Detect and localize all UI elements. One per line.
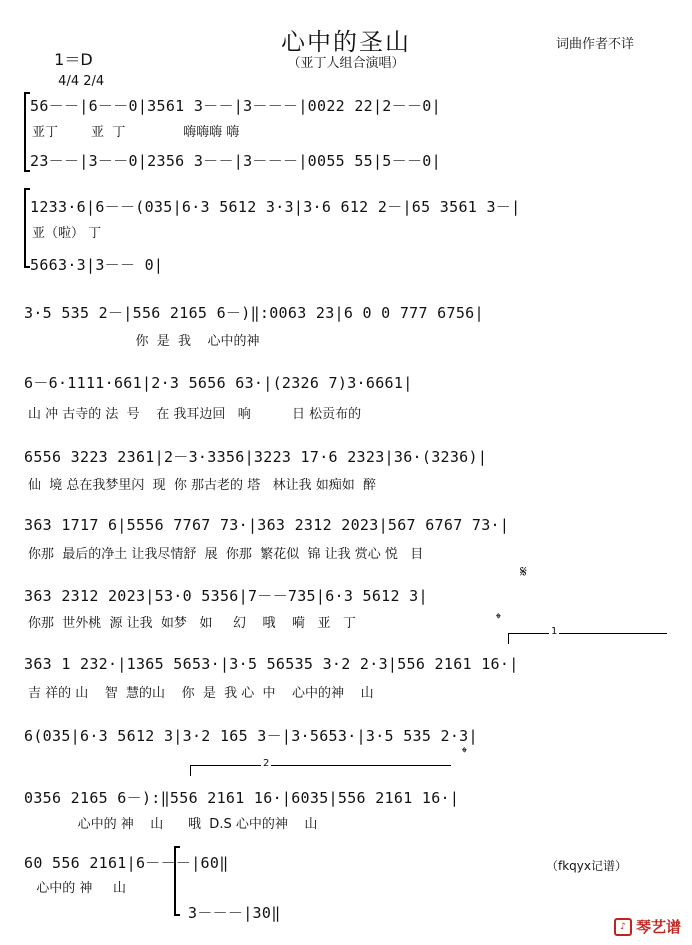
notation-line: 60 556 2161|6－－－|60‖ [24,854,229,872]
lyric-line: 你 是 我 心中的神 [28,334,260,349]
notation-line: 5663·3|3－－ 0| [30,256,164,274]
notation-line: 0356 2165 6－):‖556 2161 16·|6035|556 2161 16·| [24,789,460,807]
notation-line: 6556 3223 2361|2－3·3356|3223 17·6 2323|36·(3236)| [24,448,488,466]
segno-mark: 𝄋 [520,562,527,581]
lyric-line: 亚（啦） 丁 [32,226,102,241]
lyric-line: 你那 最后的净土 让我尽情舒 展 你那 繁花似 锦 让我 赏心 悦 目 [28,547,424,562]
brand-name: 琴艺谱 [636,918,682,936]
notation-line: 6(035|6·3 5612 3|3·2 165 3－|3·5653·|3·5 535 2·3| [24,727,478,745]
performer-subtitle: （亚丁人组合演唱） [287,56,405,71]
coda-mark: 𝄌 [496,611,501,627]
notation-line: 363 1 232·|1365 5653·|3·5 56535 3·2 2·3|556 2161 16·| [24,655,519,673]
lyric-line: 吉 祥的 山 智 慧的山 你 是 我 心 中 心中的神 山 [28,686,374,701]
credits-text: 词曲作者不详 [556,37,635,52]
lyric-line: 山 冲 古寺的 法 号 在 我耳边回 响 日 松贡布的 [28,407,362,422]
second-ending-number: 2 [263,758,270,769]
transcriber-note: （fkqyx记谱） [546,859,627,873]
system-brace [24,188,26,268]
notation-line: 1233·6|6－－(035|6·3 5612 3·3|3·6 612 2－|65 3561 3－| [30,198,521,216]
system-brace [24,92,26,172]
time-signature: 4/4 2/4 [58,74,105,89]
song-title: 心中的圣山 [281,28,411,56]
second-ending-bracket [190,758,451,776]
coda-mark: 𝄌 [462,745,467,761]
notation-line: 363 2312 2023|53·0 5356|7－－735|6·3 5612 3| [24,587,428,605]
key-signature: 1＝D 4/4 2/4 [54,50,105,89]
lyric-line: 心中的 神 山 [28,881,127,896]
lyric-line: 心中的 神 山 哦 D.S 心中的神 山 [28,817,318,832]
notation-line: 3－－－|30‖ [188,904,281,922]
notation-line: 363 1717 6|5556 7767 73·|363 2312 2023|567 6767 73·| [24,516,510,534]
brand-logo-icon: ♪ [614,918,632,936]
first-ending-number: 1 [551,626,558,637]
lyric-line: 你那 世外桃 源 让我 如梦 如 幻 哦 嗬 亚 丁 [28,616,356,631]
notation-line: 56－－|6－－0|3561 3－－|3－－－|0022 22|2－－0| [30,97,441,115]
notation-line: 6－6·1111·661|2·3 5656 63·|(2326 7)3·6661| [24,374,413,392]
notation-line: 3·5 535 2－|556 2165 6－)‖:0063 23|6 0 0 777 6756| [24,304,484,322]
notation-line: 23－－|3－－0|2356 3－－|3－－－|0055 55|5－－0| [30,152,441,170]
site-brand [614,916,681,937]
lyric-line: 亚丁 亚 丁 嗨嗨嗨 嗨 [32,125,240,140]
first-ending-bracket [508,626,667,644]
lyric-line: 仙 境 总在我梦里闪 现 你 那古老的 塔 林让我 如痴如 醉 [28,478,376,493]
